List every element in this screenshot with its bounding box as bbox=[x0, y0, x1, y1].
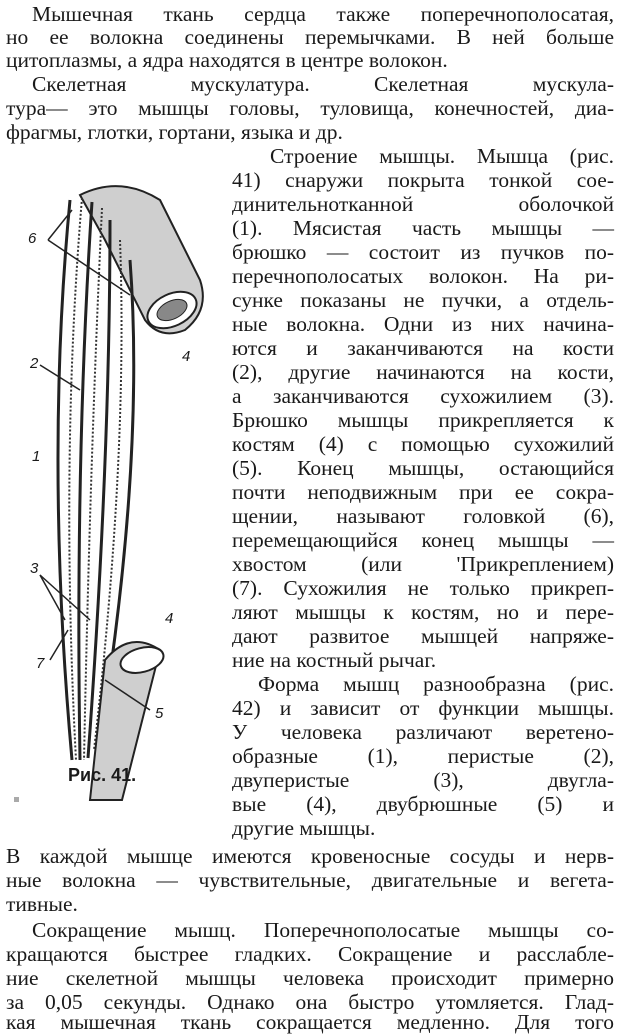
col-line: перечнополосатых волокон. На ри- bbox=[232, 264, 614, 288]
text-line: ние скелетной мышцы человека происходит примерно bbox=[6, 966, 614, 990]
col-line: другие мышцы. bbox=[232, 816, 376, 840]
text-line: ные волокна — чувствительные, двигательные и вегета- bbox=[6, 868, 614, 892]
figure-label: 3 bbox=[30, 560, 39, 577]
text-line: тура— это мышцы головы, туловища, конечностей, диа- bbox=[6, 96, 614, 120]
col-line: ние на костный рычаг. bbox=[232, 648, 437, 672]
figure-caption: Рис. 41. bbox=[68, 765, 137, 785]
col-line: хвостом (или 'Прикреплением) bbox=[232, 552, 614, 576]
col-line: Форма мышц разнообразна (рис. bbox=[258, 672, 614, 696]
figure-label: 1 bbox=[32, 448, 41, 465]
col-line: (1). Мясистая часть мышцы — bbox=[232, 216, 614, 240]
col-line: сунке показаны не пучки, а отдель- bbox=[232, 288, 614, 312]
col-line: (5). Конец мышцы, остающийся bbox=[232, 456, 614, 480]
muscle-figure bbox=[10, 160, 225, 805]
muscle-illustration bbox=[10, 160, 225, 805]
text-line: но ее волокна соединены перемычками. В ней больше bbox=[6, 25, 614, 49]
figure-label: 5 bbox=[155, 705, 164, 722]
col-line: брюшко — состоит из пучков по- bbox=[232, 240, 614, 264]
text-line: Мышечная ткань сердца также поперечнополосатая, bbox=[32, 2, 614, 26]
col-line: ются и заканчиваются на кости bbox=[232, 336, 614, 360]
col-line: динительнотканной оболочкой bbox=[232, 192, 614, 216]
col-line: (2), другие начинаются на кости, bbox=[232, 360, 614, 384]
text-line: Сокращение мышц. Поперечнополосатые мышцы со- bbox=[32, 918, 614, 942]
text-line: за 0,05 секунды. Однако она быстро утомляется. Глад- bbox=[6, 990, 614, 1014]
col-line: (7). Сухожилия не только прикреп- bbox=[232, 576, 614, 600]
col-line: 42) и зависит от функции мышцы. bbox=[232, 696, 614, 720]
figure-label: 2 bbox=[30, 355, 39, 372]
col-line: вые (4), двубрюшные (5) и bbox=[232, 792, 614, 816]
col-line: 41) снаружи покрыта тонкой сое- bbox=[232, 168, 614, 192]
text-line: кращаются быстрее гладких. Сокращение и расслабле- bbox=[6, 942, 614, 966]
col-line: Строение мышцы. Мышца (рис. bbox=[270, 144, 614, 168]
col-line: ные волокна. Одни из них начина- bbox=[232, 312, 614, 336]
text-line: кая мышечная ткань сокращается медленно. Для того bbox=[6, 1010, 614, 1034]
col-line: костям (4) с помощью сухожилий bbox=[232, 432, 614, 456]
col-line: перемещающийся конец мышцы — bbox=[232, 528, 614, 552]
col-line: Брюшко мышцы прикрепляется к bbox=[232, 408, 614, 432]
col-line: дают развитое мышцей напряже- bbox=[232, 624, 614, 648]
text-line: Скелетная мускулатура. Скелетная мускула- bbox=[32, 72, 614, 96]
text-line: В каждой мышце имеются кровеносные сосуды и нерв- bbox=[6, 844, 614, 868]
decorative-dot bbox=[14, 797, 19, 802]
col-line: а заканчиваются сухожилием (3). bbox=[232, 384, 614, 408]
col-line: образные (1), перистые (2), bbox=[232, 744, 614, 768]
figure-label: 6 bbox=[28, 230, 37, 247]
col-line: ляют мышцы к костям, но и пере- bbox=[232, 600, 614, 624]
figure-label: 4 bbox=[182, 348, 191, 365]
text-line: фрагмы, глотки, гортани, языка и др. bbox=[6, 120, 343, 144]
figure-label: 7 bbox=[36, 655, 45, 672]
figure-label: 4 bbox=[165, 610, 174, 627]
col-line: двуперистые (3), двугла- bbox=[232, 768, 614, 792]
text-line: тивные. bbox=[6, 892, 78, 916]
col-line: почти неподвижным при ее сокра- bbox=[232, 480, 614, 504]
col-line: У человека различают веретено- bbox=[232, 720, 614, 744]
text-line: цитоплазмы, а ядра находятся в центре волокон. bbox=[6, 48, 448, 72]
col-line: щении, называют головкой (6), bbox=[232, 504, 614, 528]
